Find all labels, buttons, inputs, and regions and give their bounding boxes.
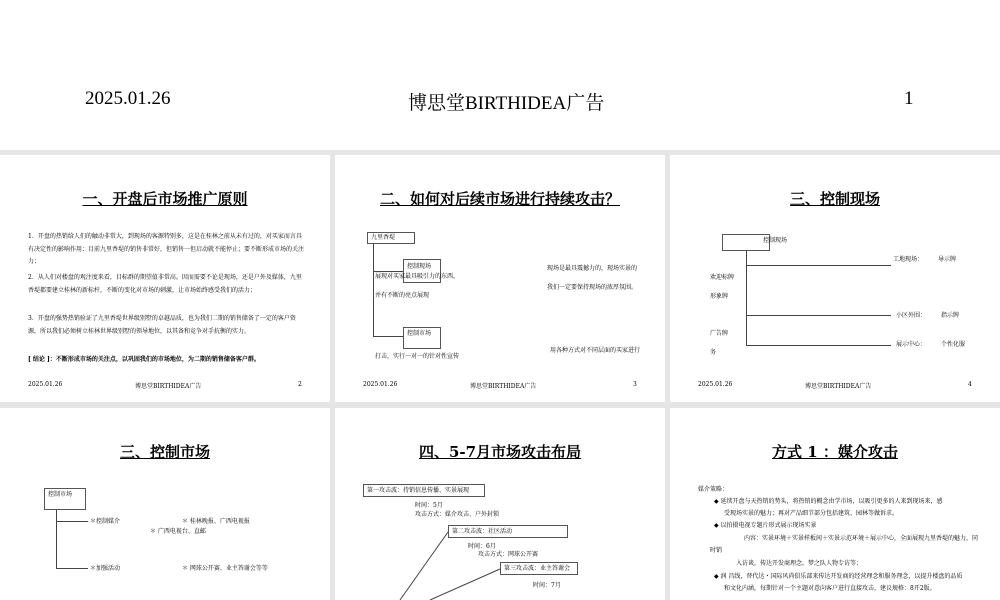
diagram-text: 广告牌 [710,330,729,337]
slide-thumbnail-7[interactable] [670,408,1000,600]
strategy-line: ◆ 以拍摄电视专题片形式展示现场实景 [714,522,817,529]
strategy-line: 时销 [710,547,723,554]
footer-date: 2025.01.26 [28,381,63,388]
header-company: 博思堂BIRTHIDEA广告 [408,93,605,114]
diagram-text: 攻击方式：网球公开赛 [478,551,539,558]
diagram-text: ＊加强活动 [90,565,121,572]
diagram-text: 时间：6月 [468,543,496,550]
strategy-line: 内容：实景环境＋实景样板间＋实景示范环境＋展示中心，全面展现九里香堤的魅力，同 [744,535,979,542]
diagram-text: ＊ 广西电视台、直邮 [150,528,206,535]
diagram-text: 现场是最具震撼力的，现场实景的 [547,265,638,272]
footer-company: 博思堂BIRTHIDEA广告 [805,383,872,390]
diagram-text: 我们一定要保持现场的浓厚氛围。 [547,284,638,291]
slide-point-2: 2．从人们对楼盘的观注度来看，目标群的期望值非常高。因而需要不论是现场，还是户外及媒体，九里香堤都要建立桂林的新标杆，不断的变化对市场的刺激，让市场始终感受我们的活力； [28,274,302,294]
slide-title: 四、5-7月市场攻击布局 [418,443,582,461]
diagram-box-main: 九里香堤 [367,232,415,244]
slide-title: 方式 1 ：媒介攻击 [772,443,898,461]
connector-line [56,510,57,569]
diagram-box-label: 控制现场 [763,237,788,244]
attack-wave-box-2: 第二攻击波：社区活动 [448,525,568,538]
diagram-text: 并有不断的亮点展现 [375,292,430,299]
slide-title: 三、控制现场 [789,190,880,208]
diagram-text: 务 [710,349,717,356]
footer-page: 4 [968,381,972,388]
slide-point-3: 3．开盘的强势热销验证了九里香堤世界级别墅的卓越品质，也为我们二期的销售储备了一定的客户资源，所以我们必须树立桂林世界级别墅的领导地位，以其备和竞争对手抗衡的实力。 [28,315,296,335]
diagram-text: 导示牌 [938,256,957,263]
diagram-text: 形象牌 [710,293,729,300]
timeline-diagonal-line [335,408,665,600]
diagram-text: 欢迎标牌 [710,274,735,281]
diagram-text: 攻击方式：媒介攻击、户外封锁 [415,511,500,518]
diagram-text: 工地现场： [893,256,924,263]
header-page-number: 1 [904,88,914,109]
diagram-text: 打击，实行一对一的针对性宣传 [375,353,460,360]
diagram-text: 指示牌 [941,312,960,319]
diagram-text: 展现对买家最具吸引力的东西， [375,273,460,280]
slide-thumbnail-4[interactable] [670,155,1000,402]
connector-line [56,521,88,522]
diagram-text: ＊ 网球公开赛、业主答谢会等等 [182,565,268,572]
connector-line [373,244,374,337]
diagram-box: 控制市场 [44,488,86,510]
page-header [0,0,1000,150]
slide-title: 一、开盘后市场推广原则 [82,190,248,208]
slide-thumbnail-3[interactable] [335,155,665,402]
header-date: 2025.01.26 [85,88,171,109]
footer-company: 博思堂BIRTHIDEA广告 [470,383,537,390]
slide-thumbnail-2[interactable] [0,155,330,402]
strategy-line: 受现场实景的魅力；再对产品细节部分包括建筑、园林等做诉求。 [724,510,899,517]
diagram-text: 小区外围： [896,312,927,319]
slide-thumbnail-5[interactable] [0,408,330,600]
diagram-box-site: 控制现场 [403,259,441,283]
slide-thumbnail-6[interactable] [335,408,665,600]
footer-page: 2 [298,381,302,388]
footer-page: 3 [633,381,637,388]
strategy-line: 和文化内涵，每期针对一个主题对意向客户进行直接攻击，建议规格：8开2版。 [724,585,936,592]
strategy-line: ◆ 延续开盘与天热销的势头，将热销的概念由学市场，以吸引更多的人来到现场来，感 [714,498,943,505]
diagram-text: ＊ 桂林晚报、广西电视报 [182,518,250,525]
connector-line [746,345,891,346]
diagram-text: 时间：7月 [533,582,561,589]
media-strategy-label: 媒介策略： [698,486,729,493]
diagram-text: 个性化服 [941,341,966,348]
diagram-text: 时间：5月 [415,502,443,509]
attack-wave-box-3: 第三攻击波：业主答谢会 [500,562,578,575]
slide-title: 二、如何对后续市场进行持续攻击？ [379,190,620,208]
slide-conclusion: [ 结论 ]：不断形成市场的关注点，以巩固我们的市场地位，为二期的销售储备客户群。 [28,356,260,363]
diagram-text: 用各种方式对不同层面的买家进行 [550,347,641,354]
footer-company: 博思堂BIRTHIDEA广告 [135,383,202,390]
footer-date: 2025.01.26 [363,381,398,388]
diagram-text: 展示中心： [896,341,927,348]
slide-title: 三、控制市场 [119,443,210,461]
diagram-text: ＊控制媒介 [90,518,121,525]
attack-wave-box-1: 第一攻击波：持销信息传播、实景展现 [363,484,485,497]
footer-date: 2025.01.26 [698,381,733,388]
connector-line [56,568,88,569]
strategy-line: 入访谈，传达开发商理念，梦之队人物专访等； [736,560,863,567]
connector-line [746,315,891,316]
strategy-line: ◆ 润 昌线，替代达・国际风尚俱乐部来传达开发商的经营理念和服务理念，以提升楼盘的品质 [714,573,963,580]
connector-line [746,265,891,266]
connector-line [373,336,403,337]
slide-point-1: 1．开盘的热销给人们的触动非常大，到现场的客源特别多，这是在桂林之前从未有过的，对买家而言具有决定性的影响作用；目前九里香堤的销售非常好，但销售一但启动就不能停止；要不断形成市场的关注力； [28,233,305,265]
diagram-box-market: 控制市场 [403,327,441,349]
